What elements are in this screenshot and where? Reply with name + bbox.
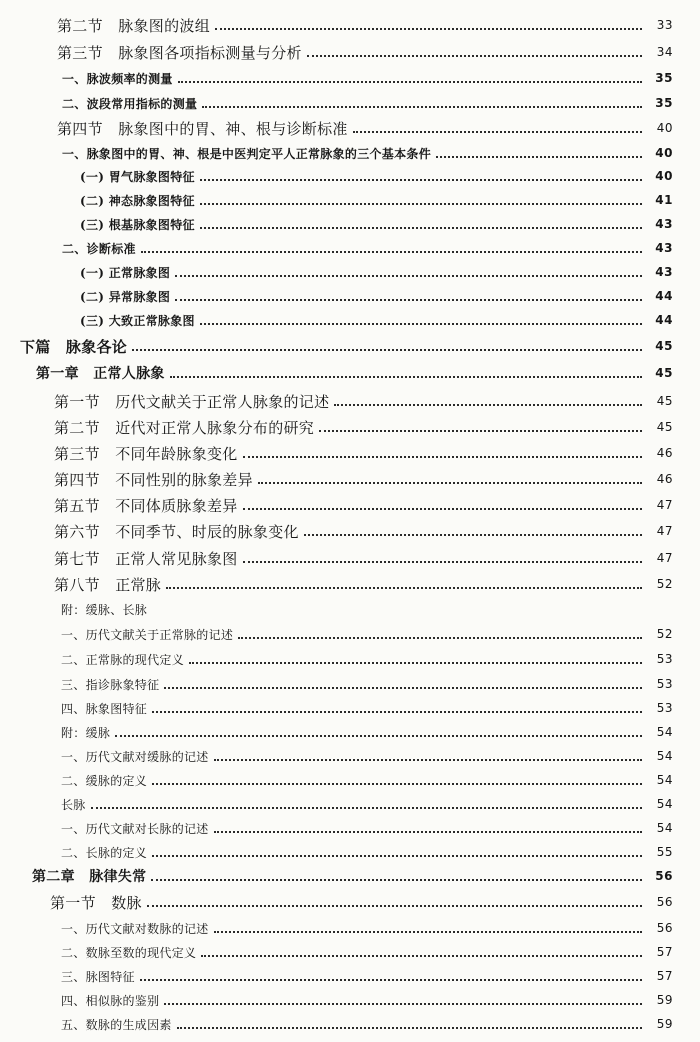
toc-entry-page: 56 <box>656 895 673 909</box>
toc-entry <box>61 793 673 815</box>
dot-leader <box>152 711 642 713</box>
toc-entry <box>80 309 673 331</box>
toc-entry-title: 一、脉象图中的胃、神、根是中医判定平人正常脉象的三个基本条件 <box>62 146 432 161</box>
toc-entry <box>61 673 673 695</box>
dot-leader <box>189 662 642 664</box>
dot-leader <box>436 156 642 158</box>
toc-entry-title: (三) 大致正常脉象图 <box>80 313 195 328</box>
dot-leader <box>258 482 642 484</box>
toc-entry <box>61 598 673 620</box>
toc-entry-title: 第一节 数脉 <box>50 893 142 912</box>
toc-entry-title: 二、缓脉的定义 <box>61 773 148 788</box>
toc-entry <box>80 261 673 283</box>
toc-entry-title: 第四节 不同性别的脉象差异 <box>54 470 253 489</box>
toc-entry-page: 43 <box>655 217 673 231</box>
toc-entry-page: 54 <box>656 797 673 811</box>
toc-entry-page: 46 <box>656 472 673 486</box>
toc-entry-title: 第一节 历代文献关于正常人脉象的记述 <box>54 392 330 411</box>
toc-entry-page: 57 <box>656 969 673 983</box>
dot-leader <box>200 323 642 325</box>
dot-leader <box>304 534 642 536</box>
toc-entry-page: 45 <box>655 366 673 380</box>
toc-entry <box>61 1013 673 1035</box>
toc-entry <box>32 865 673 887</box>
toc-entry <box>80 189 673 211</box>
toc-entry-page: 57 <box>656 945 673 959</box>
toc-entry-page: 59 <box>656 1017 673 1031</box>
toc-entry <box>54 494 673 516</box>
dot-leader <box>175 299 642 301</box>
dot-leader <box>151 879 642 881</box>
toc-entry-title: 二、数脉至数的现代定义 <box>61 945 197 960</box>
toc-entry <box>54 547 673 569</box>
toc-entry <box>61 721 673 743</box>
toc-entry-title: 五、数脉的生成因素 <box>61 1017 172 1032</box>
toc-entry-title: 第二章 脉律失常 <box>32 869 147 885</box>
toc-entry-title: 第四节 脉象图中的胃、神、根与诊断标准 <box>57 119 348 138</box>
dot-leader <box>307 55 642 57</box>
dot-leader <box>200 203 642 205</box>
toc-entry-page: 54 <box>656 821 673 835</box>
dot-leader <box>353 131 642 133</box>
toc-entry <box>54 468 673 490</box>
toc-entry <box>54 416 673 438</box>
toc-entry-page: 44 <box>655 313 673 327</box>
toc-entry-page: 53 <box>656 701 673 715</box>
toc-entry <box>54 520 673 542</box>
dot-leader <box>202 106 642 108</box>
dot-leader <box>319 430 642 432</box>
toc-entry-title: (一) 胃气脉象图特征 <box>80 169 195 184</box>
dot-leader <box>214 931 642 933</box>
dot-leader <box>164 687 642 689</box>
dot-leader <box>152 855 642 857</box>
toc-entry <box>54 573 673 595</box>
toc-entry-title: 第三节 脉象图各项指标测量与分析 <box>57 43 302 62</box>
toc-entry <box>62 92 673 114</box>
toc-entry-title: 二、诊断标准 <box>62 241 136 256</box>
toc-entry <box>57 117 673 139</box>
toc-entry <box>80 165 673 187</box>
toc-entry-title: (二) 神态脉象图特征 <box>80 193 195 208</box>
toc-entry-page: 47 <box>656 524 673 538</box>
toc-entry-page: 34 <box>656 45 673 59</box>
toc-entry-title: 第二节 脉象图的波组 <box>57 16 211 35</box>
toc-entry-page: 54 <box>656 749 673 763</box>
dot-leader <box>175 275 642 277</box>
toc-entry-page: 46 <box>656 446 673 460</box>
dot-leader <box>200 179 642 181</box>
toc-entry-page: 43 <box>655 241 673 255</box>
toc-entry-page: 47 <box>656 551 673 565</box>
dot-leader <box>140 979 642 981</box>
toc-entry-page: 35 <box>655 71 673 85</box>
dot-leader <box>115 735 642 737</box>
dot-leader <box>238 637 642 639</box>
toc-entry <box>61 941 673 963</box>
toc-entry-title: 一、脉波频率的测量 <box>62 71 173 86</box>
toc-entry-title: 一、历代文献关于正常脉的记述 <box>61 627 234 642</box>
toc-entry-title: 二、长脉的定义 <box>61 845 148 860</box>
dot-leader <box>147 905 642 907</box>
toc-entry-page: 44 <box>655 289 673 303</box>
toc-entry-title: 下篇 脉象各论 <box>20 337 128 356</box>
toc-entry-page: 45 <box>656 394 673 408</box>
toc-entry <box>61 989 673 1011</box>
dot-leader <box>243 508 642 510</box>
toc-entry <box>20 335 673 357</box>
toc-entry <box>54 442 673 464</box>
dot-leader <box>91 807 642 809</box>
toc-entry-page: 53 <box>656 652 673 666</box>
toc-entry <box>61 745 673 767</box>
toc-entry-page: 47 <box>656 498 673 512</box>
toc-entry-title: 三、指诊脉象特征 <box>61 677 160 692</box>
dot-leader <box>177 1027 642 1029</box>
toc-entry-page: 40 <box>655 169 673 183</box>
toc-entry-title: 长脉 <box>61 797 86 812</box>
dot-leader <box>243 456 642 458</box>
toc-entry <box>80 213 673 235</box>
toc-entry <box>61 769 673 791</box>
toc-entry <box>61 648 673 670</box>
toc-entry-page: 56 <box>656 921 673 935</box>
toc-entry-title: (一) 正常脉象图 <box>80 265 171 280</box>
toc-entry-page: 45 <box>655 339 673 353</box>
toc-entry-title: 四、相似脉的鉴别 <box>61 993 160 1008</box>
dot-leader <box>201 955 642 957</box>
toc-entry-title: 第六节 不同季节、时辰的脉象变化 <box>54 522 299 541</box>
toc-entry-page: 41 <box>655 193 673 207</box>
toc-entry-page: 55 <box>656 845 673 859</box>
toc-entry-page: 56 <box>655 869 673 883</box>
toc-entry-page: 53 <box>656 677 673 691</box>
dot-leader <box>214 759 642 761</box>
toc-entry-title: (二) 异常脉象图 <box>80 289 171 304</box>
toc-entry <box>61 817 673 839</box>
toc-entry-page: 45 <box>656 420 673 434</box>
toc-entry-page: 40 <box>655 146 673 160</box>
toc-entry-title: 第三节 不同年龄脉象变化 <box>54 444 238 463</box>
toc-entry-page: 43 <box>655 265 673 279</box>
toc-entry <box>80 285 673 307</box>
toc-entry-page: 59 <box>656 993 673 1007</box>
toc-entry-page: 54 <box>656 725 673 739</box>
dot-leader <box>170 376 642 378</box>
toc-entry-title: 三、脉图特征 <box>61 969 135 984</box>
toc-entry-title: 第五节 不同体质脉象差异 <box>54 496 238 515</box>
toc-entry <box>54 390 673 412</box>
toc-entry-title: 第八节 正常脉 <box>54 575 162 594</box>
toc-entry <box>61 917 673 939</box>
toc-entry-title: 一、历代文献对数脉的记述 <box>61 921 209 936</box>
toc-entry-page: 52 <box>656 627 673 641</box>
toc-entry-page: 54 <box>656 773 673 787</box>
toc-entry-page: 33 <box>656 18 673 32</box>
dot-leader <box>164 1003 642 1005</box>
toc-entry <box>57 41 673 63</box>
toc-entry-page: 52 <box>656 577 673 591</box>
toc-entry <box>57 14 673 36</box>
toc-entry <box>61 623 673 645</box>
toc-entry-title: 四、脉象图特征 <box>61 701 148 716</box>
toc-entry-title: (三) 根基脉象图特征 <box>80 217 195 232</box>
dot-leader <box>132 349 642 351</box>
toc-entry-title: 一、历代文献对缓脉的记述 <box>61 749 209 764</box>
dot-leader <box>214 831 642 833</box>
toc-entry <box>62 67 673 89</box>
toc-entry <box>61 697 673 719</box>
toc-entry-title: 第二节 近代对正常人脉象分布的研究 <box>54 418 315 437</box>
dot-leader <box>215 28 642 30</box>
toc-entry <box>50 891 673 913</box>
toc-entry-title: 附：缓脉、长脉 <box>61 602 148 617</box>
dot-leader <box>334 404 642 406</box>
toc-entry-title: 第七节 正常人常见脉象图 <box>54 549 238 568</box>
dot-leader <box>200 227 642 229</box>
toc-entry-title: 附：缓脉 <box>61 725 111 740</box>
toc-entry-title: 二、正常脉的现代定义 <box>61 652 185 667</box>
toc-entry-title: 一、历代文献对长脉的记述 <box>61 821 209 836</box>
toc-entry <box>62 142 673 164</box>
toc-entry-title: 第一章 正常人脉象 <box>36 366 165 382</box>
toc-entry <box>62 237 673 259</box>
dot-leader <box>152 783 642 785</box>
toc-entry-title: 二、波段常用指标的测量 <box>62 96 198 111</box>
toc-entry <box>36 362 673 384</box>
toc-entry-page: 35 <box>655 96 673 110</box>
dot-leader <box>178 81 642 83</box>
dot-leader <box>141 251 642 253</box>
toc-entry-page: 40 <box>656 121 673 135</box>
dot-leader <box>166 587 642 589</box>
toc-entry <box>61 965 673 987</box>
toc-entry <box>61 841 673 863</box>
dot-leader <box>243 561 642 563</box>
